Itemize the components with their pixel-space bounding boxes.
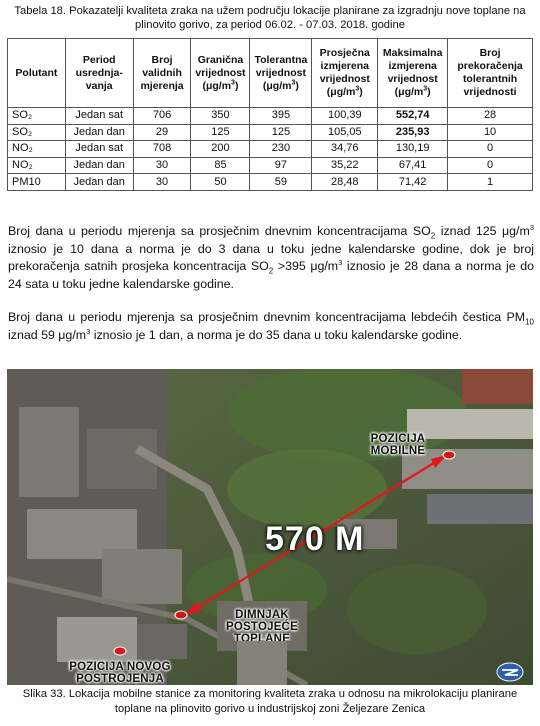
table-cell-limit: 200 [191, 141, 250, 158]
distance-label: 570 M [265, 520, 365, 558]
table-cell-tolerant: 125 [250, 124, 312, 141]
table-cell-max: 552,74 [378, 108, 448, 125]
table-row [8, 157, 533, 174]
mobile-station-marker [443, 451, 455, 459]
table-row [8, 124, 533, 141]
table-cell-max: 67,41 [378, 157, 448, 174]
table-cell-exceed: 28 [448, 108, 533, 125]
table-cell-exceed: 0 [448, 141, 533, 158]
table-cell-tolerant: 230 [250, 141, 312, 158]
table-header-row [8, 39, 533, 108]
table-row [8, 141, 533, 158]
table-cell-tolerant: 97 [250, 157, 312, 174]
table-cell-period: Jedan dan [65, 157, 133, 174]
table-cell-pollutant: SO₂ [8, 108, 66, 125]
table-cell-pollutant: NO₂ [8, 141, 66, 158]
header-limit-value: Granična vrijednost $(\mu g/m^3)$ [191, 39, 250, 108]
table-cell-count: 29 [133, 124, 191, 141]
table-cell-period: Jedan sat [65, 108, 133, 125]
paragraph-so2: Broj dana u periodu mjerenja sa prosječnim dnevnim koncentracijama $SO_2$ iznad 125 $\mu g/m^3$ iznosio je 10 dana a norma je do 3 dana u toku jedne kalendarske godine, dok je broj prekoračenja satnih prosjeka koncentracija $SO_2 >395$ $\mu g/m^3$ iznosio je 28 dana a norma je do 24 sata u toku jedne kalendarske godine. [8, 222, 535, 291]
aerial-photo-map [7, 369, 533, 685]
table-cell-count: 708 [133, 141, 191, 158]
table-cell-avg: 34,76 [312, 141, 378, 158]
table-body [8, 108, 533, 191]
table-cell-count: 706 [133, 108, 191, 125]
table-cell-pollutant: NO₂ [8, 157, 66, 174]
header-period: Period usrednja-vanja [65, 39, 133, 108]
header-average-value: Prosječna izmjerena vrijednost $(\mu g/m^3)$ [312, 39, 378, 108]
paragraph-pm10: Broj dana u periodu mjerenja sa prosječnim dnevnim koncentracijama lebdećih čestica $PM_{10}$ iznad 59 $\mu g/m^3$ iznosio je 1 dan, a norma je do 35 dana u toku kalendarske godine. [8, 310, 534, 342]
header-pollutant: Polutant [8, 39, 66, 108]
table-cell-count: 30 [133, 174, 191, 191]
table-cell-avg: 100,39 [312, 108, 378, 125]
header-max-value: Maksimalna izmjerena vrijednost $(\mu g/m^3)$ [378, 39, 448, 108]
table-cell-max: 235,93 [378, 124, 448, 141]
label-mobile-position: POZICIJA MOBILNE [370, 433, 426, 457]
table-cell-exceed: 10 [448, 124, 533, 141]
table-cell-max: 130,19 [378, 141, 448, 158]
header-valid-count: Broj validnih mjerenja [133, 39, 191, 108]
table-cell-limit: 350 [191, 108, 250, 125]
table-row [8, 174, 533, 191]
label-new-plant: POZICIJA NOVOG POSTROJENJA [69, 661, 171, 685]
label-chimney: DIMNJAK POSTOJEĆE TOPLANE [226, 609, 298, 641]
table-cell-avg: 105,05 [312, 124, 378, 141]
table-cell-limit: 85 [191, 157, 250, 174]
company-logo-icon [496, 662, 524, 682]
chimney-marker [175, 611, 187, 619]
table-cell-pollutant: PM10 [8, 174, 66, 191]
table-cell-avg: 28,48 [312, 174, 378, 191]
table-cell-count: 30 [133, 157, 191, 174]
table-cell-exceed: 0 [448, 157, 533, 174]
table-cell-pollutant: SO₂ [8, 124, 66, 141]
table-cell-tolerant: 395 [250, 108, 312, 125]
figure-caption: Slika 33. Lokacija mobilne stanice za monitoring kvaliteta zraka u odnosu na mikrolokaciju planirane toplane na plinovito gorivo u industrijskoj zoni Željezare Zenica [22, 688, 518, 715]
table-caption: Tabela 18. Pokazatelji kvaliteta zraka na užem području lokacije planirane za izgradnju nove toplane na plinovito gorivo, za period 06.02. - 07.03. 2018. godine [14, 5, 526, 31]
new-plant-marker [114, 647, 126, 655]
table-cell-limit: 50 [191, 174, 250, 191]
table-cell-period: Jedan dan [65, 124, 133, 141]
table-cell-limit: 125 [191, 124, 250, 141]
table-cell-avg: 35,22 [312, 157, 378, 174]
air-quality-table [7, 38, 533, 191]
table-cell-period: Jedan dan [65, 174, 133, 191]
table-row [8, 108, 533, 125]
table-cell-exceed: 1 [448, 174, 533, 191]
table-cell-max: 71,42 [378, 174, 448, 191]
header-tolerant-value: Tolerantna vrijednost $(\mu g/m^3)$ [250, 39, 312, 108]
header-exceedances: Broj prekoračenja tolerantnih vrijednosti [448, 39, 533, 108]
table-cell-period: Jedan sat [65, 141, 133, 158]
table-cell-tolerant: 59 [250, 174, 312, 191]
